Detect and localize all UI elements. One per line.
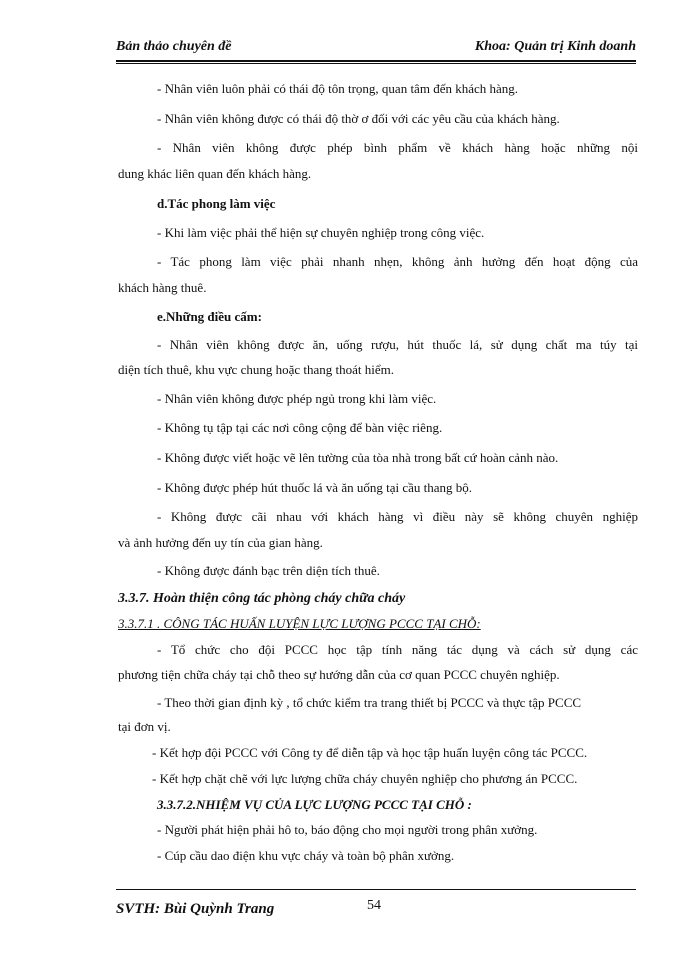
subsection-heading-3-3-7-2: 3.3.7.2.NHIỆM VỤ CỦA LỰC LƯỢNG PCCC TẠI CHỖ : <box>157 797 472 812</box>
header-title-left: Bản thảo chuyên đề <box>116 39 232 54</box>
subheading-e: e.Những điều cấm: <box>157 309 262 324</box>
paragraph-9: - Không được viết hoặc vẽ lên tường của tòa nhà trong bất cứ hoàn cảnh nào. <box>157 450 559 465</box>
header-title-right: Khoa: Quản trị Kinh doanh <box>474 39 636 54</box>
paragraph-5-cont: khách hàng thuê. <box>118 280 207 295</box>
paragraph-8: - Không tụ tập tại các nơi công cộng để bàn việc riêng. <box>157 420 443 435</box>
paragraph-4: - Khi làm việc phải thể hiện sự chuyên nghiệp trong công việc. <box>157 225 485 240</box>
footer-divider <box>116 889 636 890</box>
paragraph-12: - Không được đánh bạc trên diện tích thuê. <box>157 563 380 578</box>
paragraph-14: - Theo thời gian định kỳ , tổ chức kiểm tra trang thiết bị PCCC và thực tập PCCC <box>157 695 582 710</box>
paragraph-6-cont: diện tích thuê, khu vực chung hoặc thang thoát hiểm. <box>118 362 395 377</box>
paragraph-6: - Nhân viên không được ăn, uống rượu, hút thuốc lá, sử dụng chất ma túy tại <box>157 337 638 352</box>
paragraph-16: - Kết hợp chặt chẽ với lực lượng chữa cháy chuyên nghiệp cho phương án PCCC. <box>152 771 578 786</box>
paragraph-17: - Người phát hiện phải hô to, báo động cho mọi người trong phân xưởng. <box>157 822 538 837</box>
paragraph-11-cont: và ảnh hưởng đến uy tín của gian hàng. <box>118 535 323 550</box>
header-divider <box>116 60 636 64</box>
paragraph-7: - Nhân viên không được phép ngủ trong khi làm việc. <box>157 391 437 406</box>
paragraph-1: - Nhân viên luôn phải có thái độ tôn trọng, quan tâm đến khách hàng. <box>157 81 519 96</box>
subheading-d: d.Tác phong làm việc <box>157 196 276 211</box>
paragraph-14-cont: tại đơn vị. <box>118 719 171 734</box>
paragraph-13: - Tổ chức cho đội PCCC học tập tính năng tác dụng và cách sử dụng các <box>157 642 638 657</box>
paragraph-3-cont: dung khác liên quan đến khách hàng. <box>118 166 312 181</box>
footer-author: SVTH: Bùi Quỳnh Trang <box>116 901 275 917</box>
paragraph-3: - Nhân viên không được phép bình phẩm về khách hàng hoặc những nội <box>157 140 638 155</box>
paragraph-18: - Cúp cầu dao điện khu vực cháy và toàn bộ phân xưởng. <box>157 848 455 863</box>
paragraph-5: - Tác phong làm việc phải nhanh nhẹn, không ảnh hưởng đến hoạt động của <box>157 254 638 269</box>
page-number: 54 <box>367 898 381 913</box>
paragraph-15: - Kết hợp đội PCCC với Công ty để diễn tập và học tập huấn luyện công tác PCCC. <box>152 745 588 760</box>
paragraph-11: - Không được cãi nhau với khách hàng vì điều này sẽ không chuyên nghiệp <box>157 509 638 524</box>
paragraph-13-cont: phương tiện chữa cháy tại chỗ theo sự hướng dẫn của cơ quan PCCC chuyên nghiệp. <box>118 667 560 682</box>
paragraph-10: - Không được phép hút thuốc lá và ăn uống tại cầu thang bộ. <box>157 480 473 495</box>
subsection-heading-3-3-7-1: 3.3.7.1 . CÔNG TÁC HUẤN LUYỆN LỰC LƯỢNG PCCC TẠI CHỖ: <box>118 616 481 631</box>
paragraph-2: - Nhân viên không được có thái độ thờ ơ đối với các yêu cầu của khách hàng. <box>157 111 560 126</box>
section-heading-3-3-7: 3.3.7. Hoàn thiện công tác phòng cháy chữa cháy <box>118 591 406 606</box>
